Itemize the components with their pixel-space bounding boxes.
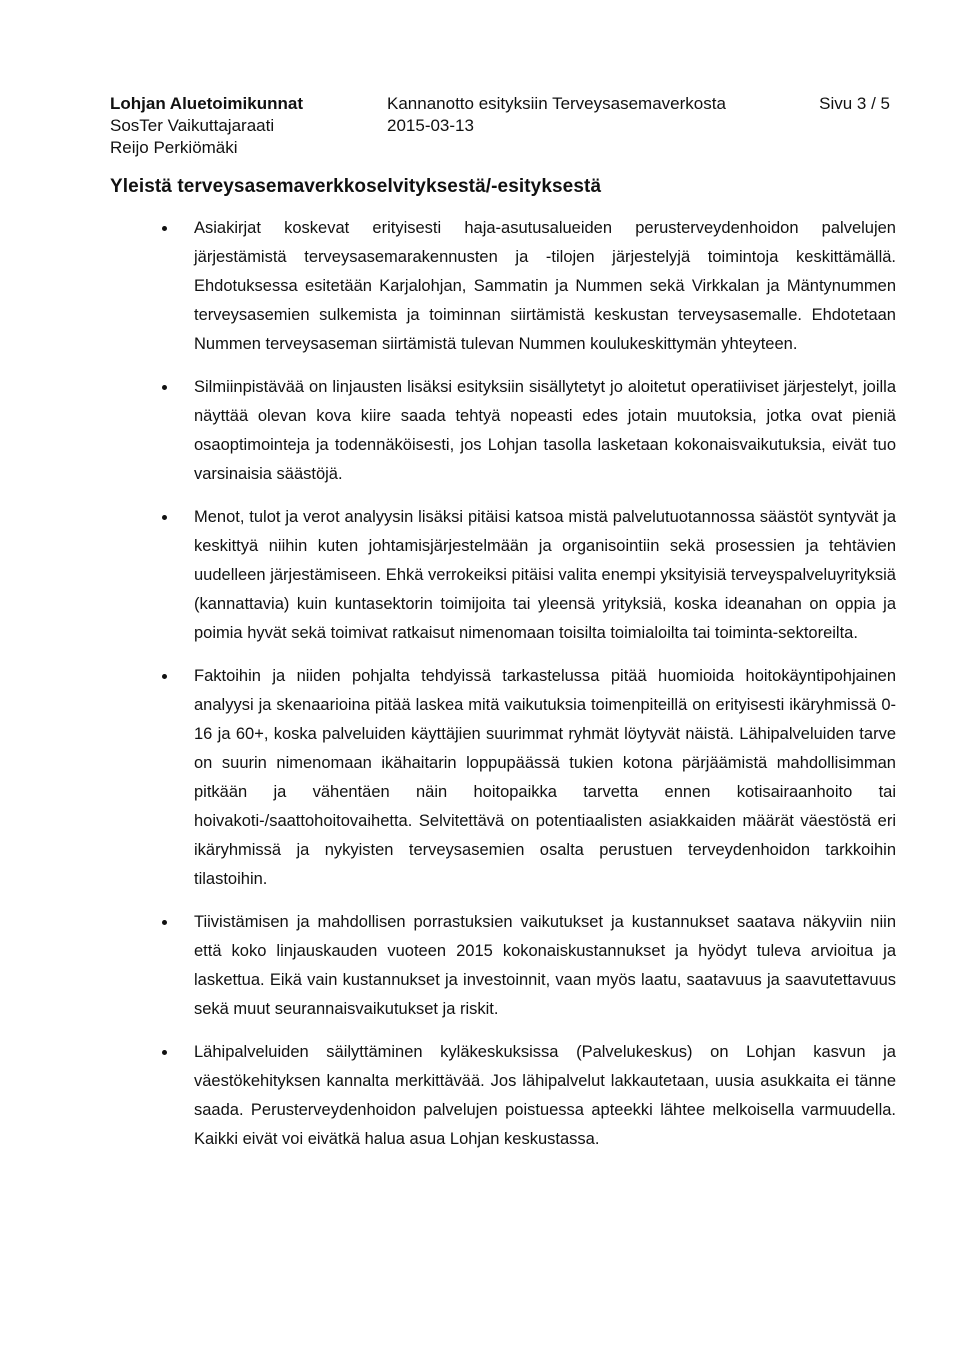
list-item <box>110 1038 896 1154</box>
header-middle-column <box>387 93 787 137</box>
bullet-dot-icon <box>162 674 167 679</box>
document-title: Kannanotto esityksiin Terveysasemaverkosta <box>387 94 726 113</box>
document-date: 2015-03-13 <box>387 116 474 135</box>
section-title: Yleistä terveysasemaverkkoselvityksestä/-esityksestä <box>110 176 602 197</box>
bullet-dot-icon <box>162 1050 167 1055</box>
author-name: Reijo Perkiömäki <box>110 138 238 157</box>
list-item <box>110 662 896 894</box>
list-item <box>110 373 896 489</box>
list-item-text: Faktoihin ja niiden pohjalta tehdyissä tarkastelussa pitää huomioida hoitokäyntipohjainen analyysi ja skenaarioina pitää laskea mitä vaikutuksia toimenpiteillä on erityisesti ikäryhmissä 0-16 ja 60+, koska palveluiden käyttäjien suurimmat ryhmät löytyvät näistä. Lähipalveluiden tarve on suurin nimenomaan ikähaitarin loppupäässä tukien kotona pärjäämistä mahdollisimman pitkään ja vähentäen näin hoitopaikka tarvetta ennen kotisairaanhoito tai hoivakoti-/saattohoitovaihetta. Selvitettävä on potentiaalisten asiakkaiden määrät väestöstä eri ikäryhmissä ja nykyisten terveysasemien osalta perustuen terveydenhoidon tarkkoihin tilastoihin. <box>194 667 896 888</box>
bullet-dot-icon <box>162 385 167 390</box>
organization-name: Lohjan Aluetoimikunnat <box>110 94 303 113</box>
header-left-column <box>110 93 380 159</box>
list-item-text: Asiakirjat koskevat erityisesti haja-asutusalueiden perusterveydenhoidon palvelujen järjestämistä terveysasemarakennusten ja -tilojen järjestelyjä toimintoja keskittämällä. Ehdotuksessa esitetään Karjalohjan, Sammatin ja Nummen sekä Virkkalan ja Mäntynummen terveysasemien sulkemista ja toiminnan siirtämistä keskustan terveysasemalle. Ehdotetaan Nummen terveysaseman siirtämistä tulevan Nummen koulukeskittymän yhteyteen. <box>194 219 896 353</box>
bullet-list <box>110 214 896 1168</box>
header-right-column <box>819 93 890 115</box>
list-item <box>110 503 896 648</box>
list-item-text: Menot, tulot ja verot analyysin lisäksi pitäisi katsoa mistä palvelutuotannossa säästöt syntyvät ja keskittyä niihin kuten johtamisjärjestelmään ja organisointiin sekä prosessien ja tehtävien uudelleen järjestämiseen. Ehkä verrokeiksi pitäisi valita enempi yksityisiä terveyspalveluyrityksiä (kannattavia) kuin kuntasektorin toimijoita tai yleensä yrityksiä, koska ideanahan on oppia ja poimia hyvät sekä toimivat ratkaisut nimenomaan toisilta toimialoilta tai toiminta-sektoreilta. <box>194 508 896 642</box>
list-item <box>110 214 896 359</box>
list-item <box>110 908 896 1024</box>
list-item-text: Lähipalveluiden säilyttäminen kyläkeskuksissa (Palvelukeskus) on Lohjan kasvun ja väestökehityksen kannalta merkittävää. Jos lähipalvelut lakkautetaan, uusia asukkaita ei tänne saada. Perusterveydenhoidon palvelujen poistuessa apteekki lähtee melkoisella varmuudella. Kaikki eivät voi eivätkä halua asua Lohjan keskustassa. <box>194 1043 896 1148</box>
list-item-text: Silmiinpistävää on linjausten lisäksi esityksiin sisällytetyt jo aloitetut operatiiviset järjestelyt, joilla näyttää olevan kova kiire saada tehtyä nopeasti edes jotain muutoksia, jotka ovat pieniä osaoptimointeja ja todennäköisesti, jos Lohjan tasolla lasketaan kokonaisvaikutuksia, eivät tuo varsinaisia säästöjä. <box>194 378 896 483</box>
organization-subtitle: SosTer Vaikuttajaraati <box>110 116 275 135</box>
bullet-dot-icon <box>162 920 167 925</box>
bullet-dot-icon <box>162 515 167 520</box>
page-number: Sivu 3 / 5 <box>819 94 890 113</box>
list-item-text: Tiivistämisen ja mahdollisen porrastuksien vaikutukset ja kustannukset saatava näkyviin niin että koko linjauskauden vuoteen 2015 kokonaiskustannukset ja hyödyt tuleva arvioitua ja laskettua. Eikä vain kustannukset ja investoinnit, vaan myös laatu, saatavuus ja saavutettavuus sekä muut seurannaisvaikutukset ja riskit. <box>194 913 896 1018</box>
bullet-dot-icon <box>162 226 167 231</box>
